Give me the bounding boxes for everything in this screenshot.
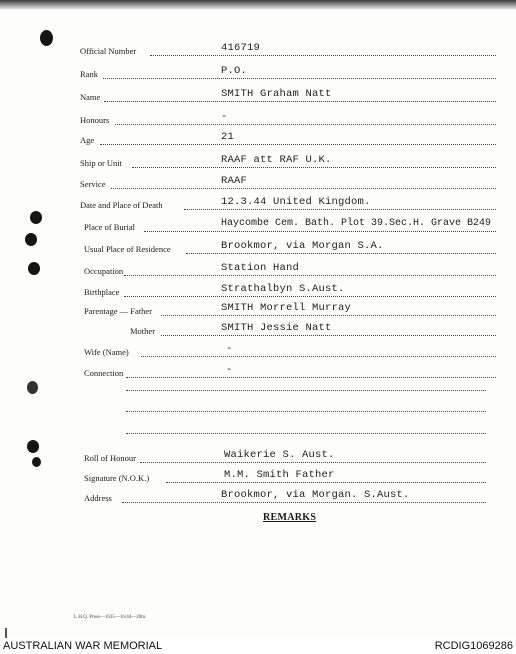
field-value: 21 <box>221 131 235 143</box>
field-signature <box>0 469 516 485</box>
field-birthplace <box>0 283 516 299</box>
field-value: M.M. Smith Father <box>224 469 335 481</box>
field-age <box>0 131 516 147</box>
field-value: SMITH Graham Natt <box>221 88 332 100</box>
field-label: Signature (N.O.K.) <box>84 473 150 483</box>
field-mother <box>0 322 516 338</box>
field-label: Date and Place of Death <box>80 200 163 210</box>
field-label: Connection <box>84 368 124 378</box>
connection-line <box>0 377 516 393</box>
remarks-heading: REMARKS <box>263 512 317 523</box>
field-label: Roll of Honour <box>84 453 136 463</box>
field-value: - <box>221 111 228 123</box>
field-label: Wife (Name) <box>84 347 129 357</box>
field-label: Age <box>80 135 95 145</box>
field-value: 12.3.44 United Kingdom. <box>221 196 371 208</box>
field-value: Station Hand <box>221 262 300 274</box>
printer-imprint: L.H.Q. Press—1635—16/44—20m. <box>74 615 147 620</box>
field-occupation <box>0 262 516 278</box>
field-father <box>0 302 516 318</box>
field-value: P.O. <box>221 65 248 77</box>
field-value: 416719 <box>221 42 261 54</box>
field-label: Parentage — Father <box>84 306 152 316</box>
field-address <box>0 489 516 505</box>
archive-name: AUSTRALIAN WAR MEMORIAL <box>3 640 163 652</box>
field-residence <box>0 240 516 256</box>
field-label: Ship or Unit <box>80 158 123 168</box>
field-label: Rank <box>80 69 98 79</box>
connection-line <box>0 398 516 414</box>
field-value: Strathalbyn S.Aust. <box>221 283 345 295</box>
field-label: Birthplace <box>84 287 120 297</box>
field-honours <box>0 111 516 127</box>
field-value: Brookmor, via Morgan. S.Aust. <box>221 489 410 501</box>
field-rank <box>0 65 516 81</box>
field-label: Official Number <box>80 46 137 56</box>
archive-footer <box>0 638 516 654</box>
field-ship-or-unit <box>0 154 516 170</box>
field-value: - <box>226 364 233 376</box>
field-label: Service <box>80 179 106 189</box>
field-value: Brookmor, via Morgan S.A. <box>221 240 384 252</box>
field-name <box>0 88 516 104</box>
field-death <box>0 196 516 212</box>
field-service <box>0 175 516 191</box>
field-label: Usual Place of Residence <box>84 244 171 254</box>
connection-line <box>0 420 516 436</box>
field-value: - <box>226 343 233 355</box>
field-value: Haycombe Cem. Bath. Plot 39.Sec.H. Grave B249 <box>221 218 492 229</box>
field-label: Honours <box>80 115 110 125</box>
field-value: SMITH Morrell Murray <box>221 302 352 314</box>
field-value: SMITH Jessie Natt <box>221 322 332 334</box>
field-label: Name <box>80 92 101 102</box>
field-value: RAAF att RAF U.K. <box>221 154 332 166</box>
field-label: Mother <box>130 326 156 336</box>
field-wife <box>0 343 516 359</box>
field-label: Address <box>84 493 112 503</box>
field-label: Occupation <box>84 266 124 276</box>
field-label: Place of Burial <box>84 222 135 232</box>
field-official-number <box>0 42 516 58</box>
field-value: Waikerie S. Aust. <box>224 449 335 461</box>
field-burial <box>0 218 516 234</box>
scan-top-edge <box>0 0 516 10</box>
field-value: RAAF <box>221 175 248 187</box>
record-id: RCDIG1069286 <box>434 640 513 652</box>
field-roll-of-honour <box>0 449 516 465</box>
